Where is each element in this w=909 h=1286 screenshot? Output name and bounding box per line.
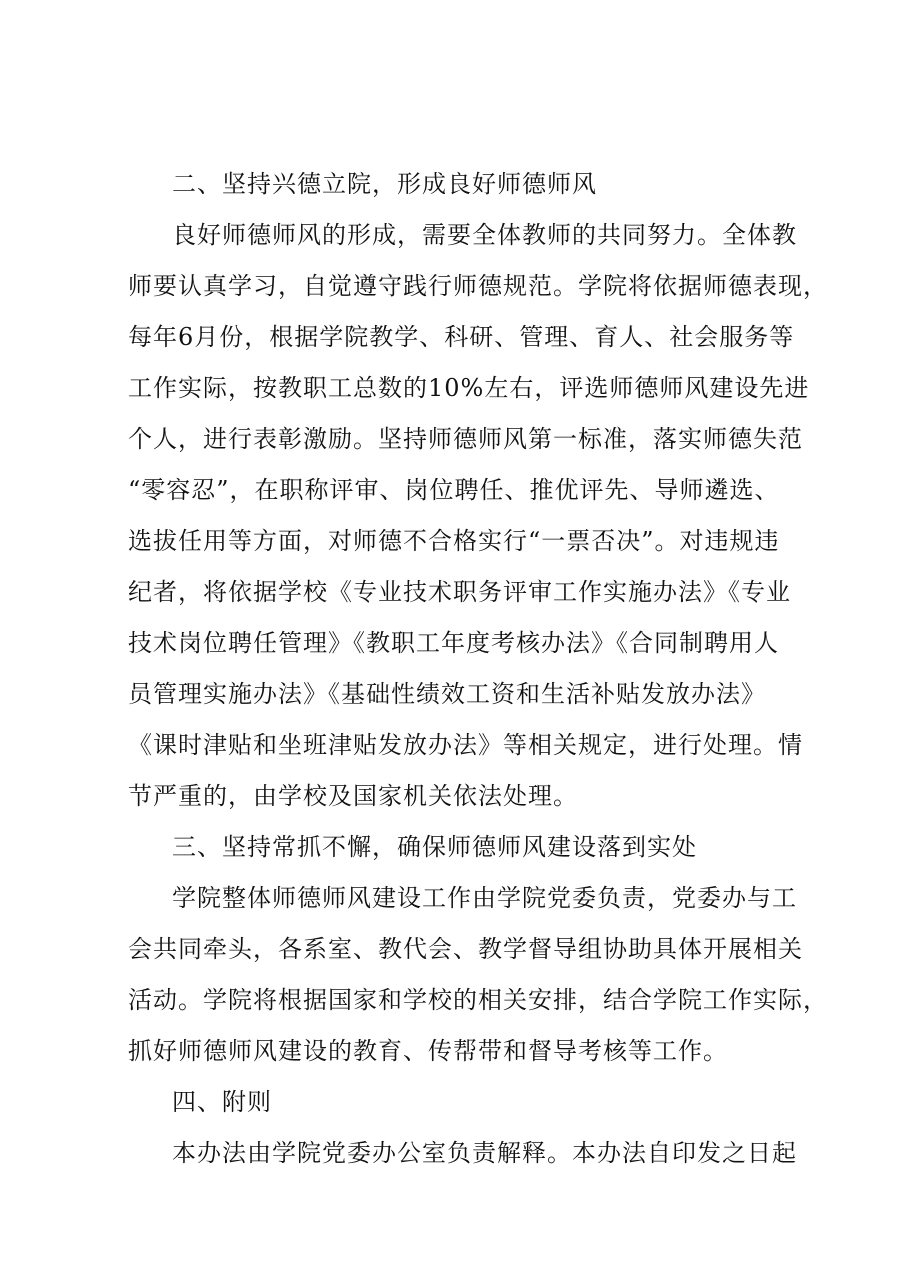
paragraph-line: 良好师德师风的形成，需要全体教师的共同努力。全体教 <box>172 221 797 249</box>
paragraph-line: 活动。学院将根据国家和学校的相关安排，结合学院工作实际， <box>128 986 828 1014</box>
paragraph-line: 本办法由学院党委办公室负责解释。本办法自印发之日起 <box>172 1139 797 1167</box>
paragraph-line: 每年6月份，根据学院教学、科研、管理、育人、社会服务等 <box>128 323 795 351</box>
section-4-heading: 四、附则 <box>172 1088 272 1116</box>
paragraph-line: 个人，进行表彰激励。坚持师德师风第一标准，落实师德失范 <box>128 425 803 453</box>
section-2-heading: 二、坚持兴德立院，形成良好师德师风 <box>172 170 597 198</box>
paragraph-line: 学院整体师德师风建设工作由学院党委负责，党委办与工 <box>172 884 797 912</box>
paragraph-line: 会共同牵头，各系室、教代会、教学督导组协助具体开展相关 <box>128 935 803 963</box>
paragraph-line: 节严重的，由学校及国家机关依法处理。 <box>128 782 578 810</box>
paragraph-line: 技术岗位聘任管理》《教职工年度考核办法》《合同制聘用人 <box>128 629 779 657</box>
section-3-heading: 三、坚持常抓不懈，确保师德师风建设落到实处 <box>172 833 697 861</box>
paragraph-line: 抓好师德师风建设的教育、传帮带和督导考核等工作。 <box>128 1037 728 1065</box>
paragraph-line: 选拔任用等方面，对师德不合格实行“一票否决”。对违规违 <box>128 527 780 555</box>
paragraph-line: 员管理实施办法》《基础性绩效工资和生活补贴发放办法》 <box>128 680 766 708</box>
paragraph-line: 师要认真学习，自觉遵守践行师德规范。学院将依据师德表现， <box>128 272 828 300</box>
paragraph-line: 工作实际，按教职工总数的10%左右，评选师德师风建设先进 <box>128 374 810 402</box>
paragraph-line: 《课时津贴和坐班津贴发放办法》等相关规定，进行处理。情 <box>128 731 803 759</box>
paragraph-line: “零容忍”，在职称评审、岗位聘任、推优评先、导师遴选、 <box>128 476 780 504</box>
paragraph-line: 纪者，将依据学校《专业技术职务评审工作实施办法》《专业 <box>128 578 791 606</box>
